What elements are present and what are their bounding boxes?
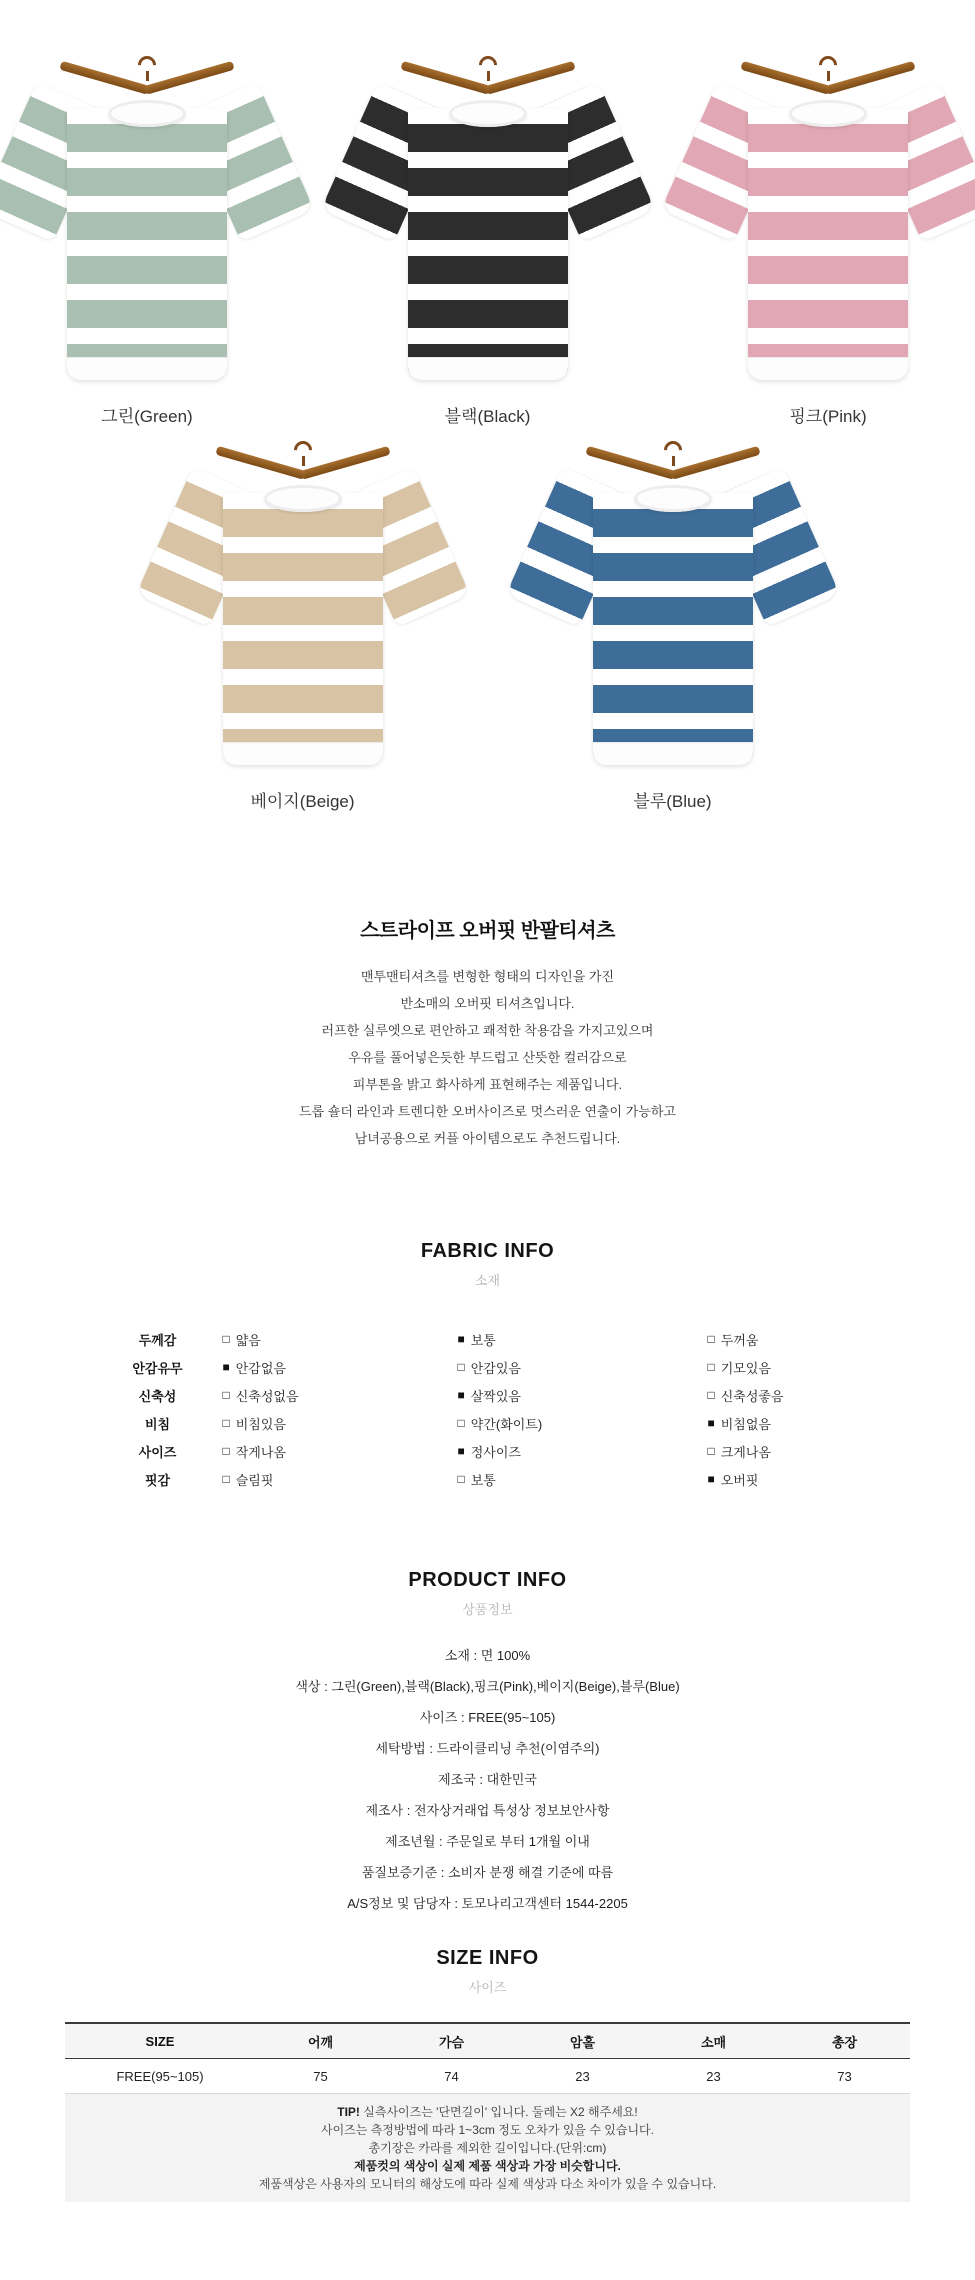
tip-line: 제품색상은 사용자의 모니터의 해상도에 따라 실제 색상과 다소 차이가 있을 수 있습니다.: [258, 2177, 717, 2191]
fabric-option: □ 비침있음: [222, 1416, 286, 1432]
checkbox-icon: ■: [222, 1360, 230, 1374]
product-photo-green: [22, 56, 272, 386]
tshirt-hem: [593, 743, 753, 765]
checkbox-icon: ■: [457, 1444, 465, 1458]
product-info-line: 제조사 : 전자상거래업 특성상 정보보안사항: [365, 1803, 610, 1818]
product-photo-beige: [178, 441, 428, 771]
fabric-option: ■ 비침없음: [707, 1416, 771, 1432]
fabric-info-section: [0, 1240, 975, 1493]
tip-line: 사이즈는 측정방법에 따라 1~3cm 정도 오차가 있을 수 있습니다.: [321, 2123, 654, 2137]
tshirt-collar: [634, 485, 712, 512]
size-table-header: SIZE: [145, 2033, 175, 2049]
hanger-arm-icon: [215, 446, 306, 480]
tshirt-torso: [593, 493, 753, 765]
checkbox-icon: □: [222, 1388, 230, 1402]
tip-line: TIP! 실측사이즈는 '단면길이' 입니다. 둘레는 X2 해주세요!: [337, 2105, 638, 2119]
fabric-row: 두께감 □ 얇음 ■ 보통 □ 두꺼움: [93, 1325, 883, 1353]
hanger-arm-icon: [669, 446, 760, 480]
tshirt-hem: [408, 358, 568, 380]
product-info-line: 제조국 : 대한민국: [438, 1772, 537, 1787]
fabric-option: ■ 정사이즈: [457, 1444, 521, 1460]
size-tip-box: [65, 2094, 910, 2202]
checkbox-icon: □: [457, 1472, 465, 1486]
size-table-header: 가슴: [438, 2034, 465, 2050]
tshirt-collar: [449, 100, 527, 127]
size-table-cell: 74: [444, 2068, 459, 2084]
fabric-option: ■ 보통: [457, 1332, 496, 1348]
fabric-option: □ 얇음: [222, 1332, 261, 1348]
size-table-cell: 23: [706, 2068, 721, 2084]
fabric-info-heading: FABRIC INFO: [420, 1240, 555, 1262]
fabric-row: 안감유무 ■ 안감없음 □ 안감있음 □ 기모있음: [93, 1353, 883, 1381]
product-photo-blue: [548, 441, 798, 771]
fabric-option: □ 신축성없음: [222, 1388, 299, 1404]
hanger-arm-icon: [400, 61, 491, 95]
product-info-lines: [0, 1640, 975, 1919]
tshirt-torso: [408, 108, 568, 380]
fabric-option: □ 슬림핏: [222, 1472, 274, 1488]
fabric-option: □ 보통: [457, 1472, 496, 1488]
fabric-option: □ 신축성좋음: [707, 1388, 784, 1404]
size-table-cell: 23: [575, 2068, 590, 2084]
product-info-section: [0, 1569, 975, 1919]
description-line: 러프한 실루엣으로 편안하고 쾌적한 착용감을 가지고있으며: [321, 1023, 654, 1038]
fabric-row: 신축성 □ 신축성없음 ■ 살짝있음 □ 신축성좋음: [93, 1381, 883, 1409]
color-label-green: 그린(Green): [101, 407, 193, 426]
fabric-option: ■ 오버핏: [707, 1472, 759, 1488]
hanger-arm-icon: [299, 446, 390, 480]
size-info-heading: SIZE INFO: [436, 1947, 539, 1969]
product-card-beige: [178, 441, 428, 812]
size-table: [65, 2022, 910, 2094]
description-line: 피부톤을 밝고 화사하게 표현해주는 제품입니다.: [352, 1077, 623, 1092]
checkbox-icon: ■: [707, 1472, 715, 1486]
product-photo-row-2: [0, 441, 975, 812]
product-info-line: 품질보증기준 : 소비자 분쟁 해결 기준에 따름: [361, 1865, 614, 1880]
fabric-option: ■ 살짝있음: [457, 1388, 521, 1404]
product-title: 스트라이프 오버핏 반팔티셔츠: [360, 920, 615, 942]
product-intro: [0, 914, 975, 1152]
color-label-black: 블랙(Black): [444, 407, 531, 426]
size-table-cell: 75: [313, 2068, 328, 2084]
size-table-header-row: [65, 2024, 910, 2059]
checkbox-icon: □: [457, 1416, 465, 1430]
size-table-row: [65, 2059, 910, 2094]
size-info-section: [0, 1947, 975, 2202]
product-card-black: [363, 56, 613, 427]
product-info-line: A/S정보 및 담당자 : 토모나리고객센터 1544-2205: [347, 1896, 628, 1911]
hanger-arm-icon: [740, 61, 831, 95]
fabric-option: □ 안감있음: [457, 1360, 521, 1376]
product-info-line: 사이즈 : FREE(95~105): [419, 1710, 556, 1725]
tip-line: 제품컷의 색상이 실제 제품 색상과 가장 비슷합니다.: [354, 2159, 621, 2173]
checkbox-icon: □: [222, 1332, 230, 1346]
tshirt-hem: [67, 358, 227, 380]
tshirt-collar: [264, 485, 342, 512]
product-info-line: 색상 : 그린(Green),블랙(Black),핑크(Pink),베이지(Beige),블루(Blue): [295, 1679, 680, 1694]
product-info-line: 세탁방법 : 드라이클리닝 추천(이염주의): [375, 1741, 600, 1756]
product-photo-pink: [703, 56, 953, 386]
checkbox-icon: □: [457, 1360, 465, 1374]
product-description: [0, 963, 975, 1152]
tshirt-collar: [789, 100, 867, 127]
fabric-table: [93, 1325, 883, 1493]
fabric-option: □ 두꺼움: [707, 1332, 759, 1348]
fabric-row: 핏감 □ 슬림핏 □ 보통 ■ 오버핏: [93, 1465, 883, 1493]
description-line: 남녀공용으로 커플 아이템으로도 추천드립니다.: [354, 1131, 621, 1146]
fabric-row: 비침 □ 비침있음 □ 약간(화이트) ■ 비침없음: [93, 1409, 883, 1437]
size-table-cell: 73: [837, 2068, 852, 2084]
description-line: 우유를 풀어넣은듯한 부드럽고 산뜻한 컬러감으로: [348, 1050, 627, 1065]
checkbox-icon: □: [222, 1472, 230, 1486]
product-card-pink: [703, 56, 953, 427]
description-line: 드롭 숄더 라인과 트렌디한 오버사이즈로 멋스러운 연출이 가능하고: [299, 1104, 676, 1119]
checkbox-icon: □: [222, 1444, 230, 1458]
tshirt-hem: [748, 358, 908, 380]
product-photo-black: [363, 56, 613, 386]
product-card-green: [22, 56, 272, 427]
size-table-header: 암홀: [569, 2034, 596, 2050]
tshirt-torso: [223, 493, 383, 765]
fabric-option: □ 크게나옴: [707, 1444, 771, 1460]
tshirt-torso: [748, 108, 908, 380]
checkbox-icon: ■: [457, 1332, 465, 1346]
product-card-blue: [548, 441, 798, 812]
checkbox-icon: □: [707, 1388, 715, 1402]
hanger-arm-icon: [59, 61, 150, 95]
hanger-arm-icon: [144, 61, 235, 95]
fabric-option: □ 기모있음: [707, 1360, 771, 1376]
checkbox-icon: □: [707, 1444, 715, 1458]
checkbox-icon: □: [707, 1360, 715, 1374]
description-line: 반소매의 오버핏 티셔츠입니다.: [400, 996, 575, 1011]
description-line: 맨투맨티셔츠를 변형한 형태의 디자인을 가진: [360, 969, 615, 984]
size-table-header: 소매: [700, 2034, 727, 2050]
color-label-blue: 블루(Blue): [633, 792, 712, 811]
size-info-subheading: 사이즈: [468, 1980, 507, 1995]
checkbox-icon: ■: [707, 1416, 715, 1430]
checkbox-icon: □: [222, 1416, 230, 1430]
tshirt-collar: [108, 100, 186, 127]
tip-line: 총기장은 카라를 제외한 길이입니다.(단위:cm): [368, 2141, 607, 2155]
fabric-option: □ 약간(화이트): [457, 1416, 543, 1432]
tshirt-torso: [67, 108, 227, 380]
color-label-pink: 핑크(Pink): [789, 407, 867, 426]
fabric-option: □ 작게나옴: [222, 1444, 286, 1460]
product-info-heading: PRODUCT INFO: [408, 1569, 567, 1591]
fabric-row: 사이즈 □ 작게나옴 ■ 정사이즈 □ 크게나옴: [93, 1437, 883, 1465]
tshirt-hem: [223, 743, 383, 765]
color-label-beige: 베이지(Beige): [250, 792, 355, 811]
product-photo-row-1: [0, 0, 975, 427]
size-table-header: 어깨: [307, 2034, 334, 2050]
hanger-arm-icon: [825, 61, 916, 95]
product-info-line: 소재 : 면 100%: [444, 1648, 531, 1663]
checkbox-icon: ■: [457, 1388, 465, 1402]
size-table-cell: FREE(95~105): [116, 2068, 204, 2084]
checkbox-icon: □: [707, 1332, 715, 1346]
fabric-info-subheading: 소재: [474, 1273, 501, 1288]
size-table-header: 총장: [831, 2034, 858, 2050]
product-info-subheading: 상품정보: [462, 1602, 513, 1617]
hanger-arm-icon: [484, 61, 575, 95]
product-info-line: 제조년월 : 주문일로 부터 1개월 이내: [385, 1834, 590, 1849]
fabric-option: ■ 안감없음: [222, 1360, 286, 1376]
hanger-arm-icon: [585, 446, 676, 480]
